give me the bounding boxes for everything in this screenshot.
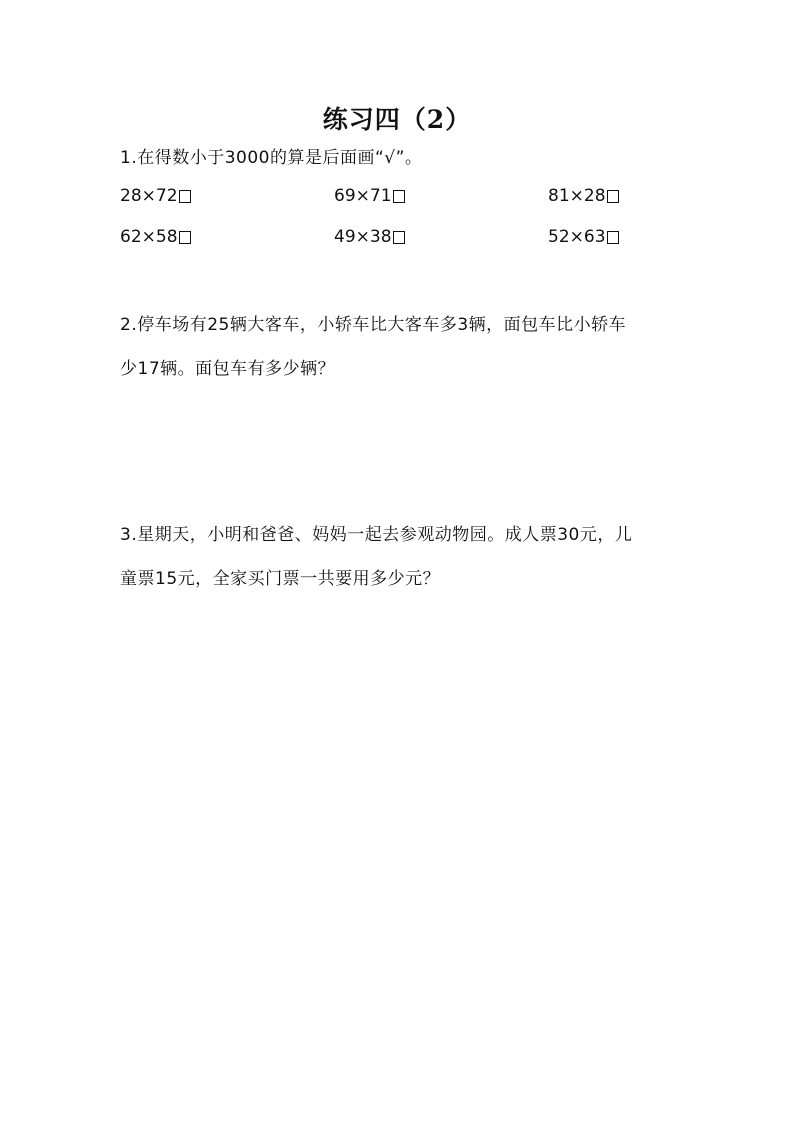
answer-checkbox[interactable]	[393, 231, 405, 244]
calc-expression: 62×58	[120, 227, 178, 247]
page-title: 练习四（2）	[322, 105, 472, 134]
question-3-line-2: 童票15元，全家买门票一共要用多少元？	[120, 569, 441, 589]
answer-checkbox[interactable]	[607, 190, 619, 203]
calc-item	[334, 227, 405, 247]
calc-expression: 49×38	[334, 227, 392, 247]
calc-item	[120, 227, 191, 247]
calc-expression: 81×28	[548, 186, 606, 206]
answer-checkbox[interactable]	[393, 190, 405, 203]
calc-expression: 52×63	[548, 227, 606, 247]
calc-item	[120, 186, 191, 206]
question-2-line-2: 少17辆。面包车有多少辆？	[120, 359, 336, 379]
calc-expression: 28×72	[120, 186, 178, 206]
answer-checkbox[interactable]	[607, 231, 619, 244]
question-2-line-1: 2.停车场有25辆大客车，小轿车比大客车多3辆，面包车比小轿车	[120, 315, 627, 335]
question-3-line-1: 3.星期天，小明和爸爸、妈妈一起去参观动物园。成人票30元，儿	[120, 525, 633, 545]
question-3	[120, 513, 680, 601]
answer-checkbox[interactable]	[179, 190, 191, 203]
calc-expression: 69×71	[334, 186, 392, 206]
calc-row-1	[0, 186, 794, 216]
question-1-prompt: 1.在得数小于3000的算是后面画“√”。	[120, 148, 423, 168]
calc-row-2	[0, 227, 794, 257]
calc-item	[548, 186, 619, 206]
calc-item	[334, 186, 405, 206]
question-2	[120, 303, 680, 391]
question-1	[120, 136, 680, 180]
answer-checkbox[interactable]	[179, 231, 191, 244]
calc-item	[548, 227, 619, 247]
